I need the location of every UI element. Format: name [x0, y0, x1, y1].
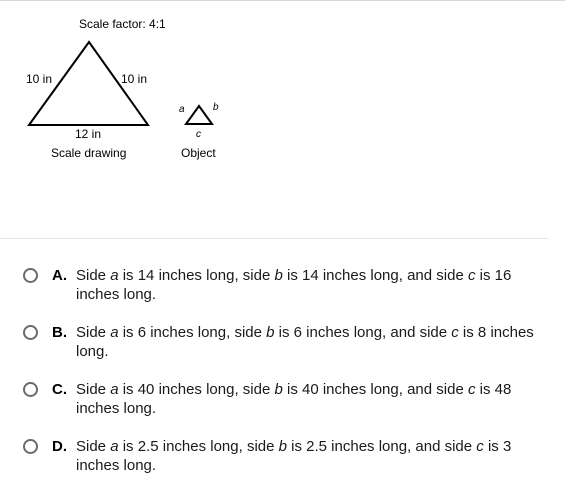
side-variable: b	[278, 438, 287, 455]
option-text-part: is 2.5 inches long, and side	[286, 438, 477, 455]
object-caption: Object	[181, 146, 216, 160]
option-text-part: is 6 inches long, side	[118, 324, 267, 341]
option-text-part: Side	[76, 324, 111, 341]
object-triangle	[186, 106, 212, 124]
scale-figure	[0, 0, 565, 200]
side-variable: a	[110, 324, 119, 341]
option-text-part: Side	[76, 381, 111, 398]
option-text-part: is 40 inches long, side	[118, 381, 275, 398]
option-c[interactable]	[0, 378, 565, 422]
radio-button-c[interactable]	[23, 382, 38, 397]
option-text-part: is 48 inches long.	[76, 381, 512, 417]
option-text-part: is 3 inches long.	[76, 438, 512, 474]
option-a[interactable]	[0, 264, 565, 308]
option-text	[76, 323, 546, 361]
option-letter: C.	[52, 381, 67, 398]
option-d[interactable]	[0, 435, 565, 479]
option-text-part: Side	[76, 267, 111, 284]
radio-button-b[interactable]	[23, 325, 38, 340]
side-variable: c	[476, 438, 484, 455]
radio-button-a[interactable]	[23, 268, 38, 283]
side-variable: c	[467, 381, 476, 398]
option-text-part: is 2.5 inches long, side	[118, 438, 279, 455]
large-left-side-label: 10 in	[26, 72, 53, 86]
large-right-side-label: 10 in	[121, 72, 148, 86]
option-text-part: is 40 inches long, and side	[282, 381, 468, 398]
option-text	[76, 380, 546, 418]
section-divider	[0, 238, 548, 239]
option-letter: A.	[52, 267, 67, 284]
side-variable: b	[266, 324, 275, 341]
option-text-part: is 16 inches long.	[76, 267, 512, 303]
option-b[interactable]	[0, 321, 565, 365]
side-variable: b	[274, 267, 283, 284]
option-text-part: is 8 inches long.	[76, 324, 534, 360]
object-side-c-label: c	[196, 129, 201, 140]
option-text-part: Side	[76, 438, 111, 455]
option-text-part: is 6 inches long, and side	[274, 324, 452, 341]
option-letter: D.	[52, 438, 67, 455]
side-variable: b	[274, 381, 283, 398]
option-text	[76, 266, 546, 304]
large-base-label: 12 in	[75, 127, 102, 141]
option-letter: B.	[52, 324, 67, 341]
option-text	[76, 437, 546, 475]
side-variable: a	[110, 438, 119, 455]
side-variable: c	[451, 324, 459, 341]
radio-button-d[interactable]	[23, 439, 38, 454]
side-variable: c	[467, 267, 476, 284]
side-variable: a	[110, 267, 119, 284]
option-text-part: is 14 inches long, side	[118, 267, 275, 284]
object-side-a-label: a	[179, 104, 185, 115]
option-text-part: is 14 inches long, and side	[282, 267, 468, 284]
scale-factor-label: Scale factor: 4:1	[79, 17, 166, 31]
object-side-b-label: b	[213, 102, 219, 113]
side-variable: a	[110, 381, 119, 398]
scale-drawing-caption: Scale drawing	[51, 146, 127, 160]
